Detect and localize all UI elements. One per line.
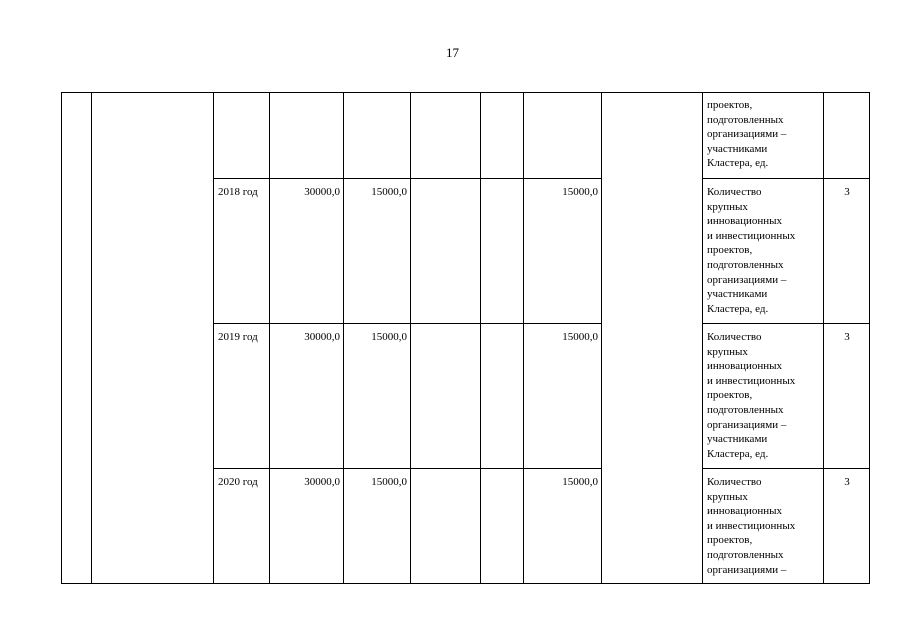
indicator-cell: Количество крупных инновационных и инвестиционных проектов, подготовленных организациями – участниками Кластера, ед. bbox=[703, 324, 824, 469]
page-number: 17 bbox=[446, 45, 459, 60]
extra-budget-cell bbox=[524, 93, 602, 179]
total-cell: 30000,0 bbox=[270, 324, 344, 469]
federal-cell: 15000,0 bbox=[344, 179, 411, 324]
indicator-cell: Количество крупных инновационных и инвестиционных проектов, подготовленных организациями – bbox=[703, 469, 824, 584]
total-cell: 30000,0 bbox=[270, 179, 344, 324]
indicator-value-cell: 3 bbox=[824, 179, 870, 324]
extra-budget-cell: 15000,0 bbox=[524, 179, 602, 324]
program-table bbox=[61, 92, 870, 584]
indicator-value-cell: 3 bbox=[824, 469, 870, 584]
indicator-value-cell bbox=[824, 93, 870, 179]
extra-budget-cell: 15000,0 bbox=[524, 469, 602, 584]
year-cell: 2020 год bbox=[214, 469, 270, 584]
indicator-cell: Количество крупных инновационных и инвестиционных проектов, подготовленных организациями – участниками Кластера, ед. bbox=[703, 179, 824, 324]
table-row bbox=[62, 93, 870, 179]
extra-budget-cell: 15000,0 bbox=[524, 324, 602, 469]
local-cell bbox=[481, 179, 524, 324]
federal-cell: 15000,0 bbox=[344, 324, 411, 469]
executor-cell bbox=[602, 93, 703, 584]
local-cell bbox=[481, 93, 524, 179]
local-cell bbox=[481, 324, 524, 469]
budget-cell bbox=[411, 93, 481, 179]
indicator-value-cell: 3 bbox=[824, 324, 870, 469]
event-name-cell bbox=[92, 93, 214, 584]
federal-cell bbox=[344, 93, 411, 179]
year-cell bbox=[214, 93, 270, 179]
budget-cell bbox=[411, 324, 481, 469]
total-cell bbox=[270, 93, 344, 179]
budget-cell bbox=[411, 469, 481, 584]
index-cell bbox=[62, 93, 92, 584]
federal-cell: 15000,0 bbox=[344, 469, 411, 584]
year-cell: 2019 год bbox=[214, 324, 270, 469]
year-cell: 2018 год bbox=[214, 179, 270, 324]
total-cell: 30000,0 bbox=[270, 469, 344, 584]
budget-cell bbox=[411, 179, 481, 324]
local-cell bbox=[481, 469, 524, 584]
indicator-cell: проектов, подготовленных организациями – участниками Кластера, ед. bbox=[703, 93, 824, 179]
